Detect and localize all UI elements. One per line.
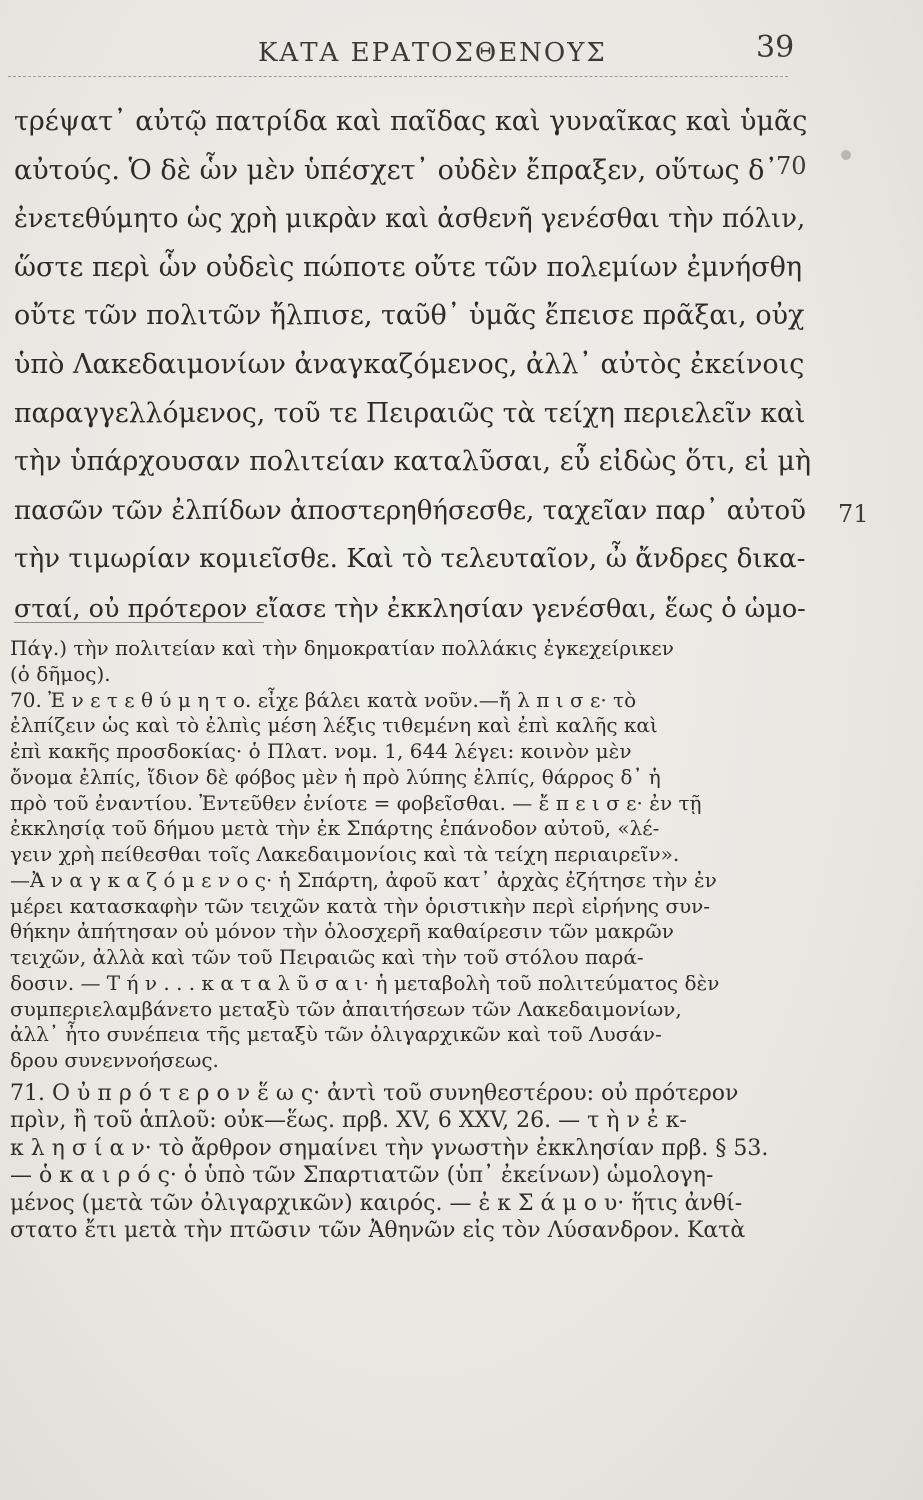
note-line: μένος (μετὰ τῶν ὀλιγαρχικῶν) καιρός. — ἐ κ Σ ά μ ο υ· ἥτις ἀνθί-: [10, 1190, 743, 1216]
main-text-line: παραγγελλόμενος, τοῦ τε Πειραιῶς τὰ τείχη περιελεῖν καὶ: [14, 397, 806, 429]
note-line: ἀλλ᾽ ἦτο συνέπεια τῆς μεταξὺ τῶν ὀλιγαρχικῶν καὶ τοῦ Λυσάν-: [10, 1022, 662, 1047]
main-text-line: πασῶν τῶν ἐλπίδων ἀποστερηθήσεσθε, ταχεῖαν παρ᾽ αὐτοῦ: [14, 495, 806, 526]
note-line: δοσιν. — Τ ή ν . . . κ α τ α λ ῦ σ α ι· ἡ μεταβολὴ τοῦ πολιτεύματος δὲν: [10, 970, 720, 995]
note-line: — ὁ κ α ι ρ ό ς· ὁ ὑπὸ τῶν Σπαρτιατῶν (ὑπ᾽ ἐκείνων) ὡμολογη-: [10, 1163, 714, 1189]
note-line: κ λ η σ ί α ν· τὸ ἄρθρον σημαίνει τὴν γνωστὴν ἐκκλησίαν πρβ. § 53.: [10, 1135, 769, 1161]
main-text-line: τὴν τιμωρίαν κομιεῖσθε. Καὶ τὸ τελευταῖον, ὦ ἄνδρες δικα-: [14, 544, 806, 575]
note-line: τειχῶν, ἀλλὰ καὶ τῶν τοῦ Πειραιῶς καὶ τὴν τοῦ στόλου παρά-: [10, 945, 644, 969]
margin-section-number: 71: [838, 500, 869, 528]
note-line: ἐκκλησίᾳ τοῦ δήμου μετὰ τὴν ἐκ Σπάρτης ἐπάνοδον αὐτοῦ, «λέ-: [10, 816, 660, 841]
note-line: ἐλπίζειν ὡς καὶ τὸ ἐλπὶς μέση λέξις τιθεμένη καὶ ἐπὶ καλῆς καὶ: [10, 713, 658, 738]
header-rule: [8, 76, 788, 77]
note-line: πρὶν, ἢ τοῦ ἁπλοῦ: οὐκ—ἕως. πρβ. XV, 6 XXV, 26. — τ ὴ ν ἐ κ-: [10, 1108, 687, 1134]
main-text-line: ἐνετεθύμητο ὡς χρὴ μικρὰν καὶ ἀσθενῆ γενέσθαι τὴν πόλιν,: [14, 204, 806, 235]
main-text-line: τρέψατ᾽ αὐτῷ πατρίδα καὶ παῖδας καὶ γυναῖκας καὶ ὑμᾶς: [14, 106, 808, 137]
note-line: Πάγ.) τὴν πολιτείαν καὶ τὴν δημοκρατίαν πολλάκις ἐγκεχείρικεν: [10, 636, 674, 660]
note-line: 71. Ο ὐ π ρ ό τ ε ρ ο ν ἕ ω ς· ἀντὶ τοῦ συνηθεστέρου: οὐ πρότερον: [10, 1080, 739, 1106]
note-line: 70. Ἐ ν ε τ ε θ ύ μ η τ ο. εἶχε βάλει κατὰ νοῦν.—ἤ λ π ι σ ε· τὸ: [10, 687, 637, 712]
note-line: δρου συνεννοήσεως.: [10, 1048, 219, 1072]
margin-section-number: 70: [776, 152, 807, 180]
running-title: ΚΑΤΑ ΕΡΑΤΟΣΘΕΝΟΥΣ: [258, 38, 607, 68]
note-line: μέρει κατασκαφὴν τῶν τειχῶν κατὰ τὴν ὁριστικὴν περὶ εἰρήνης συν-: [10, 893, 711, 918]
main-text-line: ὥστε περὶ ὧν οὐδεὶς πώποτε οὔτε τῶν πολεμίων ἐμνήσθη: [14, 251, 803, 283]
main-text-line: σταί, οὐ πρότερον εἴασε τὴν ἐκκλησίαν γενέσθαι, ἕως ὁ ὡμο-: [14, 592, 806, 623]
main-text-line: οὔτε τῶν πολιτῶν ἤλπισε, ταῦθ᾽ ὑμᾶς ἔπεισε πρᾶξαι, οὐχ: [14, 300, 805, 332]
note-line: ἐπὶ κακῆς προσδοκίας· ὁ Πλατ. νομ. 1, 644 λέγει: κοινὸν μὲν: [10, 739, 632, 763]
note-line: —Ἀ ν α γ κ α ζ ό μ ε ν ο ς· ἡ Σπάρτη, ἀφοῦ κατ᾽ ἀρχὰς ἐζήτησε τὴν ἐν: [10, 867, 717, 892]
note-line: συμπεριελαμβάνετο μεταξὺ τῶν ἀπαιτήσεων τῶν Λακεδαιμονίων,: [10, 996, 682, 1021]
ink-speck: [841, 150, 851, 160]
main-text-line: αὐτούς. Ὁ δὲ ὧν μὲν ὑπέσχετ᾽ οὐδὲν ἔπραξεν, οὕτως δ᾽: [14, 154, 778, 186]
note-line: πρὸ τοῦ ἐναντίου. Ἐντεῦθεν ἐνίοτε = φοβεῖσθαι. — ἔ π ε ι σ ε· ἐν τῇ: [10, 790, 702, 815]
note-line: ὄνομα ἐλπίς, ἴδιον δὲ φόβος μὲν ἡ πρὸ λύπης ἐλπίς, θάρρος δ᾽ ἡ: [10, 764, 661, 789]
note-line: (ὁ δῆμος).: [10, 661, 111, 686]
note-line: γειν χρὴ πείθεσθαι τοῖς Λακεδαιμονίοις καὶ τὰ τείχη περιαιρεῖν».: [10, 842, 680, 866]
note-line: στατο ἔτι μετὰ τὴν πτῶσιν τῶν Ἀθηνῶν εἰς τὸν Λύσανδρον. Κατὰ: [10, 1218, 746, 1244]
page-header: [0, 30, 923, 70]
note-line: θήκην ἀπήτησαν οὐ μόνον τὴν ὁλοσχερῆ καθαίρεσιν τῶν μακρῶν: [10, 919, 674, 944]
page-number: 39: [756, 30, 795, 65]
main-text-line: ὑπὸ Λακεδαιμονίων ἀναγκαζόμενος, ἀλλ᾽ αὐτὸς ἐκείνοις: [14, 348, 805, 380]
main-text: [14, 98, 814, 633]
main-text-line: τὴν ὑπάρχουσαν πολιτείαν καταλῦσαι, εὖ εἰδὼς ὅτι, εἰ μὴ: [14, 446, 812, 478]
commentary-notes: [10, 622, 825, 1245]
